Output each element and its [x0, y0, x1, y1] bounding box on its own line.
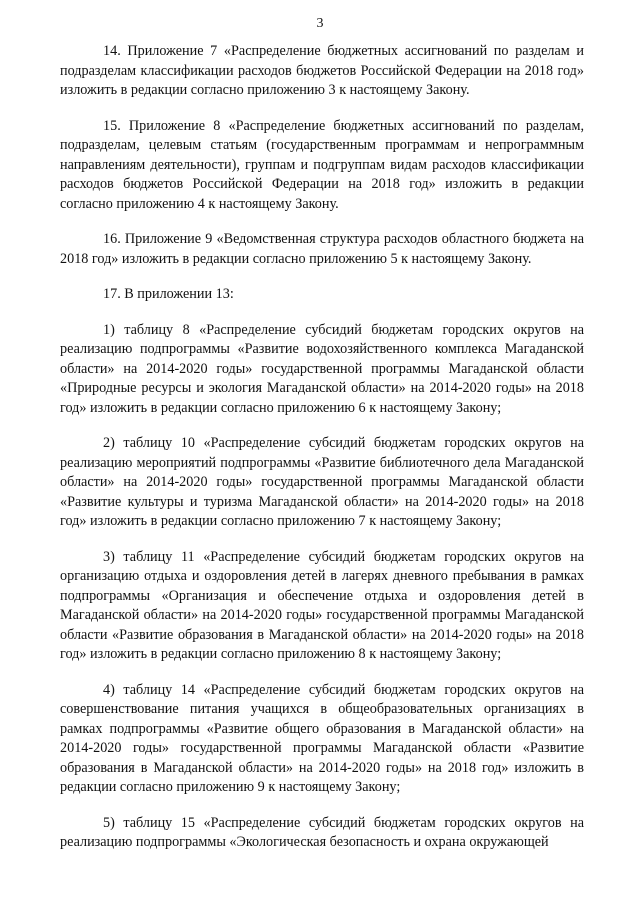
list-item-2: 2) таблицу 10 «Распределение субсидий бюджетам городских округов на реализацию мероприятий подпрограммы «Развитие библиотечного дела Магаданской области» на 2014-2020 годы» государственной программы Магаданской области «Развитие культуры и туризма Магаданской области» на 2014-2020 годы» на 2018 год» изложить в редакции согласно приложению 7 к настоящему Закону; — [60, 435, 584, 529]
list-item-4: 4) таблицу 14 «Распределение субсидий бюджетам городских округов на совершенствование питания учащихся в общеобразовательных организациях в рамках подпрограммы «Развитие общего образования в Магаданской области» на 2014-2020 годы» государственной программы Магаданской области «Развитие образования в Магаданской области» на 2014-2020 годы» на 2018 год» изложить в редакции согласно приложению 9 к настоящему Закону; — [60, 681, 584, 795]
list-item-1: 1) таблицу 8 «Распределение субсидий бюджетам городских округов на реализацию подпрограммы «Развитие водохозяйственного комплекса Магаданской области» на 2014-2020 годы» государственной программы Магаданской области «Природные ресурсы и экология Магаданской области» на 2014-2020 годы» на 2018 год» изложить в редакции согласно приложению 6 к настоящему Закону; — [60, 321, 584, 416]
page-number: 3 — [316, 16, 324, 31]
paragraph-17: 17. В приложении 13: — [103, 286, 234, 302]
paragraph-15: 15. Приложение 8 «Распределение бюджетных ассигнований по разделам, подразделам, целевым статьям (государственным программам и непрограммным направлениям деятельности), группам и подгруппам видам расходов классификации расходов бюджетов Российской Федерации на 2018 год» изложить в редакции согласно приложению 4 к настоящему Закону. — [60, 117, 584, 212]
paragraph-16: 16. Приложение 9 «Ведомственная структура расходов областного бюджета на 2018 год» изложить в редакции согласно приложению 5 к настоящему Закону. — [60, 231, 584, 267]
paragraph-14: 14. Приложение 7 «Распределение бюджетных ассигнований по разделам и подразделам классификации расходов бюджетов Российской Федерации на 2018 год» изложить в редакции согласно приложению 3 к настоящему Закону. — [60, 43, 584, 98]
document-body — [60, 42, 584, 853]
list-item-5: 5) таблицу 15 «Распределение субсидий бюджетам городских округов на реализацию подпрограммы «Экологическая безопасность и охрана окружающей — [60, 814, 584, 850]
list-item-3: 3) таблицу 11 «Распределение субсидий бюджетам городских округов на организацию отдыха и оздоровления детей в лагерях дневного пребывания в рамках подпрограммы «Организация и обеспечение отдыха и оздоровления детей в Магаданской области» на 2014-2020 годы» государственной программы Магаданской области «Развитие образования в Магаданской области» на 2014-2020 годы» на 2018 год» изложить в редакции согласно приложению 8 к настоящему Закону; — [60, 548, 584, 662]
